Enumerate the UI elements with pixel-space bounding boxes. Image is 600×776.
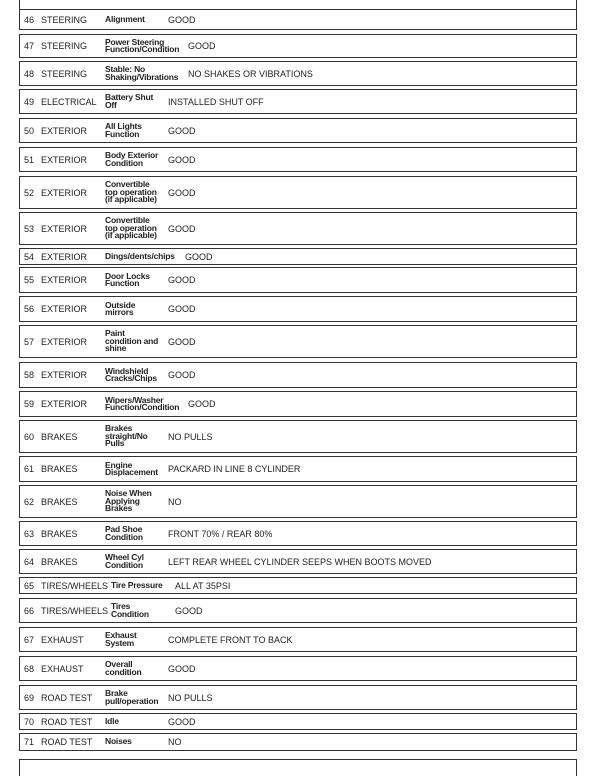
row-category: TIRES/WHEELS [41, 605, 109, 616]
row-result: NO PULLS [168, 692, 213, 703]
row-number: 69 [24, 692, 35, 703]
table-row [19, 656, 577, 681]
row-result: GOOD [168, 663, 196, 674]
row-item: Brakes straight/No Pulls [105, 423, 148, 449]
row-number: 71 [24, 737, 35, 747]
row-result: GOOD [168, 304, 196, 314]
row-number: 47 [24, 41, 35, 51]
row-category: BRAKES [41, 528, 78, 539]
row-item: Wipers/Washer Function/Condition [105, 394, 180, 412]
row-item: Power Steering Function/Condition [105, 36, 180, 54]
table-row [19, 176, 577, 209]
row-number: 61 [24, 464, 35, 474]
row-item: Pad Shoe Condition [105, 524, 143, 542]
row-result: LEFT REAR WHEEL CYLINDER SEEPS WHEN BOOTS MOVED [168, 556, 432, 567]
row-item: Outside mirrors [105, 299, 136, 317]
row-category: EXTERIOR [41, 251, 88, 262]
row-category: EXTERIOR [41, 336, 88, 347]
row-number: 64 [24, 556, 35, 567]
table-row [19, 362, 577, 388]
row-number: 57 [24, 336, 35, 347]
row-item: Brake pull/operation [105, 688, 159, 706]
row-result: GOOD [168, 223, 196, 234]
table-row [19, 212, 577, 245]
row-result: NO [168, 496, 182, 507]
row-number: 50 [24, 125, 35, 136]
row-category: EXTERIOR [41, 370, 88, 380]
row-item: Battery Shut Off [105, 92, 154, 110]
table-row [19, 34, 577, 58]
row-number: 63 [24, 528, 35, 539]
row-category: TIRES/WHEELS [41, 580, 109, 591]
table-row [19, 9, 577, 30]
table-row [19, 598, 577, 623]
row-number: 55 [24, 275, 35, 285]
row-number: 48 [24, 68, 35, 79]
row-item: Overall condition [105, 659, 142, 677]
row-category: EXTERIOR [41, 399, 88, 409]
row-result: GOOD [188, 41, 216, 51]
table-row [19, 267, 577, 293]
row-item: Windshield Cracks/Chips [105, 365, 157, 383]
row-result: NO SHAKES OR VIBRATIONS [188, 68, 313, 79]
row-category: BRAKES [41, 464, 78, 474]
row-item: Body Exterior Condition [105, 150, 159, 168]
row-result: COMPLETE FRONT TO BACK [168, 634, 293, 645]
row-result: GOOD [188, 399, 216, 409]
row-result: GOOD [185, 251, 213, 262]
row-number: 52 [24, 187, 35, 198]
row-result: GOOD [168, 370, 196, 380]
row-item: Stable: No Shaking/Vibrations [105, 64, 179, 82]
row-result: GOOD [168, 275, 196, 285]
row-result: NO PULLS [168, 431, 213, 442]
row-category: STEERING [41, 41, 88, 51]
table-row [19, 147, 577, 172]
row-category: ROAD TEST [41, 737, 93, 747]
row-number: 49 [24, 96, 35, 107]
row-item: Tires Condition [111, 601, 149, 619]
table-row [19, 713, 577, 730]
table-row [19, 456, 577, 482]
row-number: 60 [24, 431, 35, 442]
table-row [19, 685, 577, 710]
row-item: All Lights Function [105, 121, 142, 139]
row-number: 59 [24, 399, 35, 409]
row-item: Noise When Applying Brakes [105, 488, 152, 514]
row-item: Exhaust System [105, 630, 137, 648]
table-bottom-edge [19, 759, 577, 776]
table-row [19, 248, 577, 265]
row-result: INSTALLED SHUT OFF [168, 96, 264, 107]
row-item: Convertible top operation (if applicable) [105, 215, 157, 241]
row-item: Alignment [105, 13, 145, 24]
table-row [19, 485, 577, 518]
table-row [19, 420, 577, 453]
table-row [19, 391, 577, 417]
row-result: GOOD [168, 154, 196, 165]
row-category: BRAKES [41, 496, 78, 507]
table-row [19, 118, 577, 143]
row-category: EXTERIOR [41, 304, 88, 314]
row-result: NO [168, 737, 182, 747]
row-category: BRAKES [41, 431, 78, 442]
table-row [19, 733, 577, 751]
row-result: PACKARD IN LINE 8 CYLINDER [168, 464, 301, 474]
row-result: ALL AT 35PSI [175, 580, 231, 591]
row-item: Wheel Cyl Condition [105, 552, 144, 570]
row-category: EXTERIOR [41, 125, 88, 136]
row-category: STEERING [41, 14, 88, 25]
row-number: 53 [24, 223, 35, 234]
row-category: EXTERIOR [41, 187, 88, 198]
row-number: 46 [24, 14, 35, 25]
row-category: EXHAUST [41, 663, 84, 674]
row-number: 51 [24, 154, 35, 165]
row-category: STEERING [41, 68, 88, 79]
table-row [19, 549, 577, 574]
row-number: 54 [24, 251, 35, 262]
row-number: 67 [24, 634, 35, 645]
row-item: Idle [105, 715, 119, 726]
table-row [19, 61, 577, 86]
row-number: 58 [24, 370, 35, 380]
row-category: ROAD TEST [41, 716, 93, 727]
row-category: ROAD TEST [41, 692, 93, 703]
row-category: EXHAUST [41, 634, 84, 645]
table-row [19, 521, 577, 546]
row-number: 66 [24, 605, 35, 616]
row-item: Door Locks Function [105, 270, 150, 288]
row-result: GOOD [168, 336, 196, 347]
table-row [19, 577, 577, 594]
row-item: Engine Displacement [105, 459, 158, 477]
row-number: 62 [24, 496, 35, 507]
row-item: Convertible top operation (if applicable) [105, 179, 157, 205]
row-result: GOOD [168, 187, 196, 198]
row-number: 68 [24, 663, 35, 674]
row-result: GOOD [168, 14, 196, 25]
row-category: EXTERIOR [41, 275, 88, 285]
row-item: Noises [105, 736, 132, 747]
row-result: GOOD [168, 716, 196, 727]
row-result: GOOD [168, 125, 196, 136]
row-result: GOOD [175, 605, 203, 616]
row-category: EXTERIOR [41, 154, 88, 165]
row-item: Paint condition and shine [105, 328, 159, 354]
row-number: 56 [24, 304, 35, 314]
row-category: EXTERIOR [41, 223, 88, 234]
row-category: ELECTRICAL [41, 96, 97, 107]
table-row [19, 325, 577, 358]
row-item: Dings/dents/chips [105, 250, 175, 261]
row-result: FRONT 70% / REAR 80% [168, 528, 273, 539]
table-row [19, 296, 577, 322]
table-row [19, 89, 577, 114]
row-item: Tire Pressure [111, 579, 163, 590]
table-row [19, 627, 577, 652]
row-category: BRAKES [41, 556, 78, 567]
row-number: 70 [24, 716, 35, 727]
row-number: 65 [24, 580, 35, 591]
